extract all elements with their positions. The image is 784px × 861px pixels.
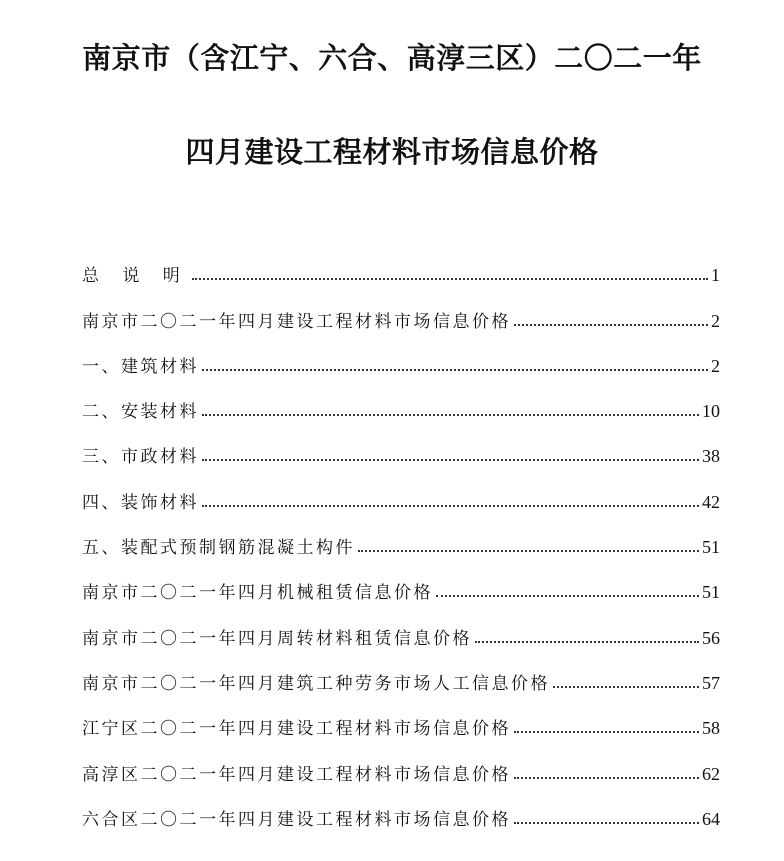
toc-entry-page: 2: [711, 355, 720, 376]
toc-entry[interactable]: [82, 649, 720, 694]
toc-entry[interactable]: [82, 603, 720, 648]
toc-entry-label: 高淳区二〇二一年四月建设工程材料市场信息价格: [82, 764, 511, 785]
toc-entry-label: 四、装饰材料: [82, 492, 199, 513]
toc-leader-dots: [192, 278, 708, 280]
toc-entry-label: 江宁区二〇二一年四月建设工程材料市场信息价格: [82, 719, 511, 740]
toc-entry-label: 南京市二〇二一年四月机械租赁信息价格: [82, 583, 433, 604]
toc-leader-dots: [514, 822, 699, 824]
toc-entry[interactable]: [82, 332, 720, 377]
toc-leader-dots: [553, 686, 699, 688]
toc-entry-page: 1: [711, 265, 720, 286]
toc-entry-label: 二、安装材料: [82, 402, 199, 423]
table-of-contents: [82, 241, 720, 830]
toc-entry-label: 三、市政材料: [82, 447, 199, 468]
toc-leader-dots: [202, 414, 699, 416]
toc-leader-dots: [514, 324, 708, 326]
document-title-line-1: 南京市（含江宁、六合、高淳三区）二〇二一年: [82, 41, 702, 75]
toc-entry-page: 57: [702, 672, 720, 693]
toc-entry-label: 一、建筑材料: [82, 356, 199, 377]
toc-leader-dots: [436, 595, 699, 597]
toc-entry[interactable]: [82, 241, 720, 286]
toc-leader-dots: [514, 731, 699, 733]
toc-entry-label: 南京市二〇二一年四月周转材料租赁信息价格: [82, 628, 472, 649]
toc-entry-label: 南京市二〇二一年四月建筑工种劳务市场人工信息价格: [82, 673, 550, 694]
toc-leader-dots: [202, 369, 708, 371]
toc-entry[interactable]: [82, 558, 720, 603]
toc-entry-label: 南京市二〇二一年四月建设工程材料市场信息价格: [82, 311, 511, 332]
toc-entry-page: 62: [702, 763, 720, 784]
document-title-line-2: 四月建设工程材料市场信息价格: [185, 135, 599, 169]
toc-leader-dots: [514, 777, 699, 779]
toc-entry-label: 五、装配式预制钢筋混凝土构件: [82, 538, 355, 559]
toc-entry[interactable]: [82, 694, 720, 739]
toc-leader-dots: [202, 459, 699, 461]
toc-entry-page: 58: [702, 718, 720, 739]
toc-entry[interactable]: [82, 739, 720, 784]
toc-entry-page: 10: [702, 401, 720, 422]
toc-entry[interactable]: [82, 467, 720, 512]
toc-entry-page: 51: [702, 582, 720, 603]
toc-entry[interactable]: [82, 286, 720, 331]
toc-entry-page: 2: [711, 310, 720, 331]
toc-entry-page: 64: [702, 808, 720, 829]
toc-entry-label: 总 说 明: [82, 266, 189, 287]
toc-entry[interactable]: [82, 785, 720, 830]
toc-entry-page: 42: [702, 491, 720, 512]
toc-entry[interactable]: [82, 513, 720, 558]
toc-entry-page: 56: [702, 627, 720, 648]
toc-leader-dots: [358, 550, 699, 552]
toc-entry-page: 51: [702, 537, 720, 558]
toc-entry-page: 38: [702, 446, 720, 467]
toc-entry-label: 六合区二〇二一年四月建设工程材料市场信息价格: [82, 809, 511, 830]
toc-leader-dots: [475, 641, 699, 643]
toc-leader-dots: [202, 505, 699, 507]
toc-entry[interactable]: [82, 377, 720, 422]
toc-entry[interactable]: [82, 422, 720, 467]
